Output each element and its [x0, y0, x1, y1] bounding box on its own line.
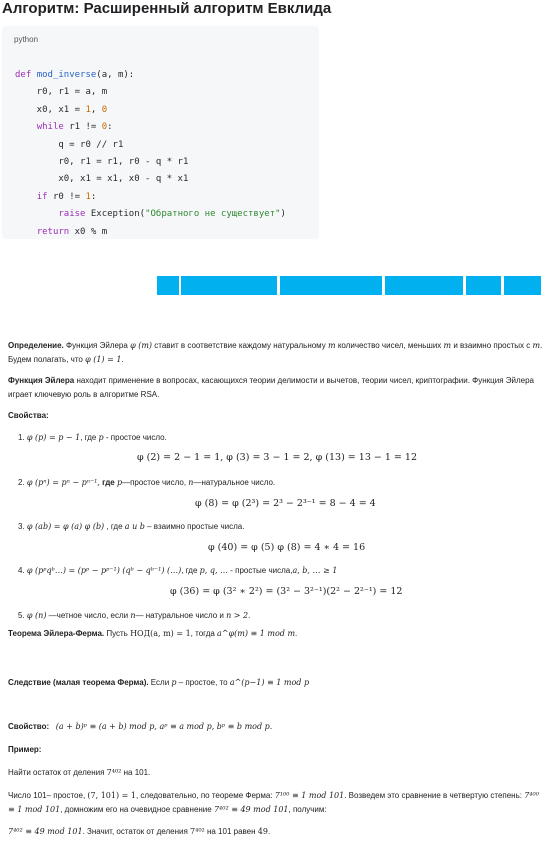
code-text: x0, x1 = — [15, 104, 86, 115]
text: количество чисел, меньших — [335, 341, 444, 350]
code-text: ) — [280, 209, 286, 220]
list-number: 5. — [18, 611, 27, 620]
example-result — [8, 825, 546, 839]
definition-label: Определение. — [8, 341, 64, 350]
math: p, q, … — [199, 566, 229, 575]
text: . Будем полагать, что — [8, 341, 543, 364]
formula-1: φ (2) = 2 − 1 = 1, φ (3) = 3 − 1 = 2, φ (13) = 13 − 1 = 12 — [137, 452, 417, 463]
formula-2: φ (8) = φ (2³) = 2³ − 2³⁻¹ = 8 − 4 = 4 — [195, 498, 376, 509]
list-number: 4. — [18, 566, 27, 575]
code-text: x0 % m — [69, 226, 108, 237]
code-keyword: while — [36, 122, 64, 133]
math: φ (p) = p − 1 — [26, 433, 81, 442]
math: a, b, … ≥ 1 — [292, 566, 338, 575]
math: φ (n) — [26, 611, 47, 620]
math: p — [171, 678, 177, 687]
property-item-5 — [18, 609, 538, 623]
math: φ (m) — [130, 341, 153, 350]
text: , следовательно, по теореме Ферма: — [135, 791, 275, 800]
text: Пусть — [104, 629, 131, 638]
math: p — [116, 478, 123, 487]
corollary-label: Следствие (малая теорема Ферма). — [8, 678, 149, 687]
code-text: r1 != — [63, 122, 102, 133]
text: на 101. — [121, 768, 151, 777]
code-text: (a, m): — [96, 70, 135, 80]
page-title: Алгоритм: Расширенный алгоритм Евклида — [2, 0, 332, 17]
code-text — [15, 209, 58, 219]
text: - простое число. — [103, 433, 167, 442]
text: —натуральное число. — [193, 478, 276, 487]
property-item-3 — [18, 520, 538, 534]
math: φ (pᵖqᵇ…) = (pᵖ − pᵖ⁻¹) (qᵇ − qᵇ⁻¹) (…) — [26, 566, 182, 575]
example-heading: Пример: — [8, 745, 42, 754]
text: . — [295, 629, 298, 638]
list-number: 3. — [18, 522, 27, 531]
code-text: r0 != — [47, 191, 86, 202]
math: НОД(a, m) = 1 — [130, 629, 191, 638]
code-number: 0 — [101, 104, 108, 115]
code-text — [15, 122, 37, 132]
code-language-label: python — [14, 35, 39, 44]
text: Найти остаток от деления — [8, 768, 107, 777]
formula-4: φ (36) = φ (3² ∗ 2²) = (3² − 3²⁻¹)(2² − 2²⁻¹) = 12 — [170, 586, 403, 597]
text: , тогда — [190, 629, 218, 638]
euler-fermat-theorem — [8, 627, 546, 641]
text: , где — [181, 566, 200, 575]
text: — натуральное число и — [135, 611, 227, 620]
code-keyword: return — [36, 226, 70, 237]
math: 7⁴⁰² ≡ 49 mod 101 — [8, 827, 83, 836]
list-number: 1. — [18, 433, 27, 442]
text: - простые числа, — [228, 566, 293, 575]
text: —четное число, если — [46, 611, 131, 620]
math: 7⁴⁰² — [190, 827, 205, 836]
example-task — [8, 766, 546, 780]
code-keyword: if — [36, 191, 48, 202]
code-number: 1 — [85, 191, 91, 202]
text: . Значит, остаток от деления — [82, 827, 191, 836]
code-line: r0, r1 = a, m — [15, 87, 108, 98]
code-text — [15, 227, 37, 237]
math: (7, 101) = 1 — [87, 791, 136, 800]
code-keyword: def — [15, 70, 32, 80]
definition-paragraph — [8, 339, 546, 367]
formula-3: φ (40) = φ (5) φ (8) = 4 ∗ 4 = 16 — [208, 542, 366, 553]
property-label: Свойство: — [8, 722, 50, 731]
math: 7⁴⁰² — [106, 768, 122, 777]
text: Если — [148, 678, 172, 687]
property-item-2 — [18, 476, 538, 490]
math: m — [328, 341, 336, 350]
text: Число 101– простое, — [8, 791, 88, 800]
example-solution — [8, 789, 546, 817]
theorem-label: Теорема Эйлера-Ферма. — [8, 629, 105, 638]
text: . — [121, 355, 124, 364]
text: – взаимно простые числа. — [144, 522, 245, 531]
highlight-bar-segment — [181, 276, 277, 295]
highlight-bar-segment — [466, 276, 501, 295]
code-line: q = r0 // r1 — [15, 139, 124, 150]
math: φ (ab) = φ (a) φ (b) — [26, 522, 105, 531]
math: n > 2 — [226, 611, 249, 620]
math: a и b — [124, 522, 145, 531]
math: φ (pⁿ) = pⁿ − pⁿ⁻¹, — [26, 478, 100, 487]
text: где — [99, 478, 117, 487]
text: . Возведем это сравнение в четвертую степень: — [344, 791, 525, 800]
code-line: r0, r1 = r1, r0 - q * r1 — [15, 157, 189, 168]
property-item-1 — [18, 431, 538, 445]
fermat-corollary — [8, 676, 546, 690]
text: , получим: — [288, 805, 327, 814]
property-line — [8, 720, 546, 734]
math: φ (1) = 1 — [85, 355, 122, 364]
math: m — [443, 341, 452, 350]
list-number: 2. — [18, 478, 27, 487]
code-text: , — [90, 104, 102, 115]
code-number: 0 — [101, 122, 108, 133]
text: , домножим его на очевидное сравнение — [60, 805, 214, 814]
code-function-name: mod_inverse — [36, 70, 97, 80]
property-item-4 — [18, 564, 548, 578]
math: a^φ(m) ≡ 1 mod m — [217, 629, 296, 638]
text: и взаимно простых с — [451, 341, 533, 350]
highlight-bar-segment — [157, 276, 179, 295]
math: (a + b)ᵖ ≡ (a + b) mod p, aᵖ ≡ a mod p, bᵖ ≡ b mod p. — [55, 722, 273, 731]
code-keyword: raise — [58, 209, 86, 220]
math: m — [532, 341, 541, 350]
text: . — [248, 611, 251, 620]
code-content[interactable] — [15, 67, 286, 241]
text: , где — [80, 433, 99, 442]
math: n — [188, 478, 194, 487]
math: 7⁴⁰⁰ ≡ 1 mod 101 — [8, 791, 539, 814]
math: 7¹⁰⁰ ≡ 1 mod 101 — [274, 791, 345, 800]
text: . — [267, 827, 271, 836]
properties-heading: Свойства: — [8, 411, 49, 420]
text: —простое число, — [122, 478, 189, 487]
math: 7⁴⁰² ≡ 49 mod 101 — [213, 805, 289, 814]
code-string: "Обратного не существует" — [145, 209, 281, 220]
euler-usage-paragraph — [8, 374, 546, 402]
code-line: x0, x1 = x1, x0 - q * x1 — [15, 174, 189, 185]
text: Функция Эйлера — [63, 341, 131, 350]
text: на 101 равен — [204, 827, 258, 836]
code-block[interactable] — [2, 26, 319, 239]
highlight-bar-segment — [385, 276, 463, 295]
math: p — [98, 433, 104, 442]
highlight-bar-segment — [280, 276, 382, 295]
math: n — [130, 611, 136, 620]
code-text — [15, 192, 37, 202]
code-number: 1 — [85, 104, 91, 115]
highlight-bar-segment — [504, 276, 541, 295]
euler-usage-label: Функция Эйлера — [8, 376, 75, 385]
text: – простое, то — [176, 678, 230, 687]
text: , где — [104, 522, 125, 531]
code-text: : — [107, 122, 113, 133]
code-text: Exception( — [85, 209, 146, 220]
text: находит применение в вопросах, касающихся теории делимости и вычетов, теории чисел, криптографии. Функция Эйлера играет ключевую роль в алгоритме RSA. — [8, 376, 534, 399]
text: ставит в соответствие каждому натуральному — [152, 341, 328, 350]
math: a^(p−1) ≡ 1 mod p — [229, 678, 310, 687]
code-text: : — [90, 191, 97, 202]
math: 49 — [257, 827, 268, 836]
